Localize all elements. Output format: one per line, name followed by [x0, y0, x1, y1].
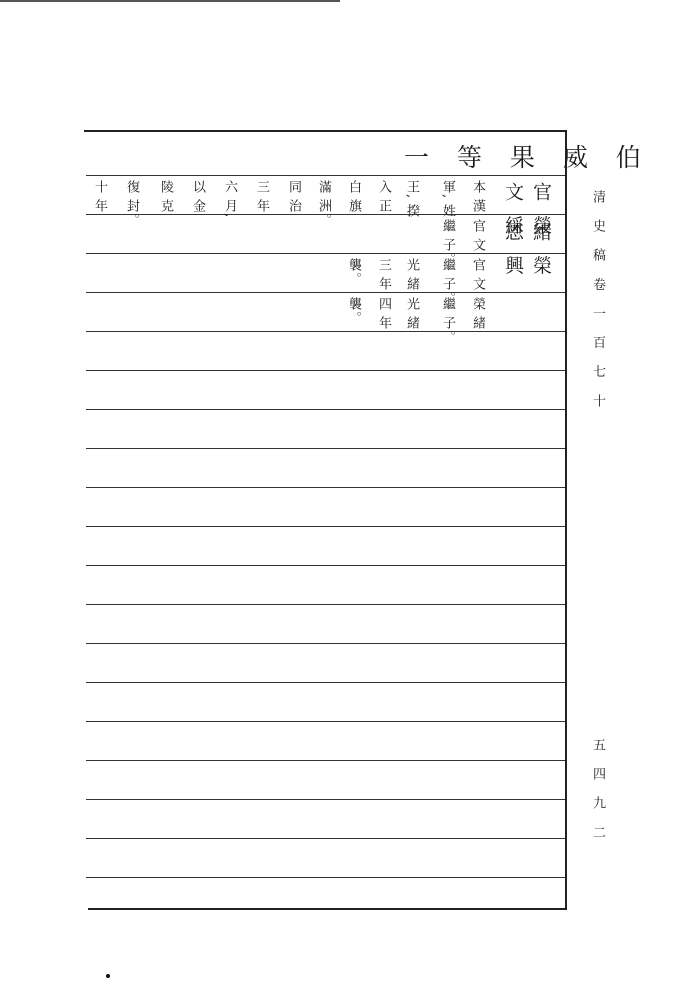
- note-text: 軍, 姓: [440, 180, 455, 219]
- row-divider: [86, 409, 565, 410]
- ink-speck: [106, 974, 110, 978]
- note-text: 王, 揆: [404, 180, 419, 219]
- name-entry: 官 榮: [530, 182, 552, 239]
- table-top-border: [84, 130, 566, 132]
- row-divider: [86, 331, 565, 332]
- note-text: 繼 子。: [440, 219, 455, 267]
- page-number: 五 四 九 二: [590, 738, 605, 845]
- row-divider: [86, 682, 565, 683]
- note-text: 陵 克: [158, 180, 173, 214]
- note-text: 四 年: [376, 297, 391, 331]
- note-text: 官 文: [470, 219, 485, 253]
- note-text: 以 金: [190, 180, 205, 214]
- note-text: 本 漢: [470, 180, 485, 214]
- note-text: 繼 子。: [440, 258, 455, 306]
- row-divider: [86, 799, 565, 800]
- row-divider: [86, 526, 565, 527]
- row-divider: [86, 253, 565, 254]
- note-text: 滿 洲。: [316, 180, 331, 228]
- note-text: 繼 子。: [440, 297, 455, 345]
- row-divider: [86, 487, 565, 488]
- note-text: 光 緒: [404, 258, 419, 292]
- note-text: 六 月,: [222, 180, 237, 219]
- note-text: 同 治: [286, 180, 301, 214]
- note-text: 官 文: [470, 258, 485, 292]
- table-right-border: [565, 130, 567, 910]
- note-text: 白 旗: [346, 180, 361, 214]
- note-text: 十 年: [92, 180, 107, 214]
- row-divider: [86, 604, 565, 605]
- note-text: 三 年: [376, 258, 391, 292]
- name-entry: 文 綵: [502, 182, 524, 239]
- table-title: 一 等 果 威 伯: [404, 143, 651, 172]
- row-divider: [86, 292, 565, 293]
- note-text: 入 正: [376, 180, 391, 214]
- row-divider: [86, 721, 565, 722]
- row-divider: [86, 838, 565, 839]
- row-divider: [86, 760, 565, 761]
- note-text: 光 緒: [404, 297, 419, 331]
- row-divider: [86, 370, 565, 371]
- row-divider: [86, 877, 565, 878]
- name-entry: 緒 榮: [530, 222, 552, 279]
- row-divider: [86, 448, 565, 449]
- note-text: 襲。: [346, 297, 361, 325]
- scan-edge-line: [0, 0, 340, 2]
- row-divider: [86, 643, 565, 644]
- note-text: 榮 緒: [470, 297, 485, 331]
- name-entry: 恩 興: [502, 222, 524, 279]
- note-text: 三 年: [254, 180, 269, 214]
- note-text: 襲。: [346, 258, 361, 286]
- row-divider: [86, 565, 565, 566]
- row-divider: [86, 175, 565, 176]
- table-bottom-border: [88, 908, 566, 910]
- note-text: 復 封。: [124, 180, 139, 228]
- running-title: 清 史 稿 卷 一 百 七 十: [590, 190, 605, 413]
